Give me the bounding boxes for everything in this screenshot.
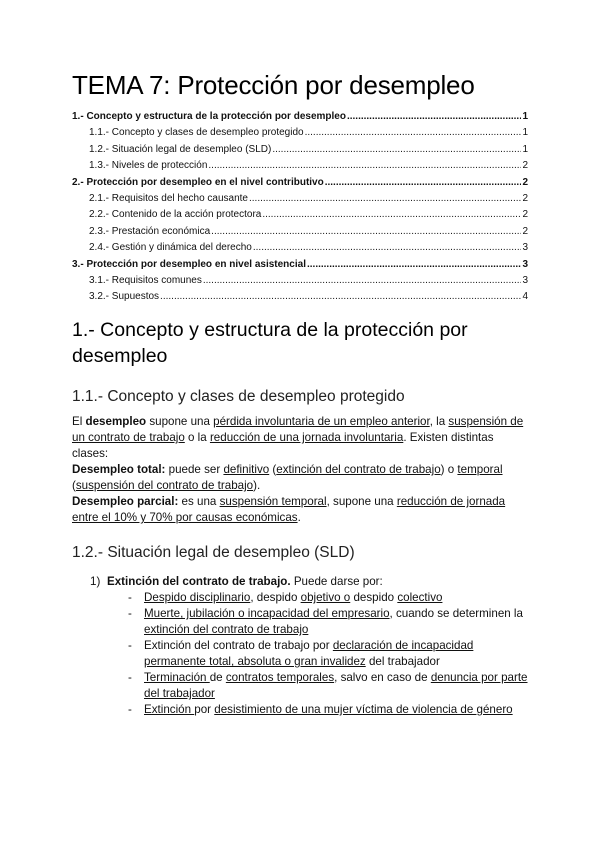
dash-bullet: -	[128, 639, 132, 652]
toc-entry[interactable]	[72, 125, 528, 141]
paragraph-desempleo-total: Desempleo total: puede ser definitivo (extinción del contrato de trabajo) o temporal (suspensión del contrato de trabajo).	[72, 463, 503, 492]
toc-page-number: 2	[522, 209, 528, 221]
toc-entry[interactable]	[72, 158, 528, 174]
dash-bullet: -	[128, 591, 132, 604]
toc-entry-text: 2.- Protección por desempleo en el nivel contributivo	[72, 176, 324, 188]
toc-leader	[347, 109, 521, 125]
dash-bullet: -	[128, 607, 132, 620]
toc-entry[interactable]	[72, 175, 528, 191]
toc-entry-text: 2.2.- Contenido de la acción protectora	[89, 209, 262, 221]
toc-entry-text: 3.1.- Requisitos comunes	[89, 274, 202, 286]
toc-page-number: 2	[522, 225, 528, 237]
toc-leader	[211, 224, 521, 240]
toc-entry-text: 1.3.- Niveles de protección	[89, 160, 208, 172]
toc-entry-text: 3.- Protección por desempleo en nivel asistencial	[72, 258, 306, 270]
toc-entry[interactable]	[72, 109, 528, 125]
toc-entry[interactable]	[72, 289, 528, 305]
toc-leader	[325, 175, 522, 191]
toc-entry[interactable]	[72, 240, 528, 256]
toc-entry-text: 1.2.- Situación legal de desempleo (SLD)	[89, 143, 272, 155]
bullet-item: - Despido disciplinario, despido objetivo o despido colectivo	[128, 591, 443, 604]
toc-page-number: 2	[522, 192, 528, 204]
toc-page-number: 2	[522, 176, 528, 188]
toc-page-number: 2	[522, 160, 528, 172]
toc-page-number: 4	[522, 291, 528, 303]
toc-page-number: 3	[522, 242, 528, 254]
toc-entry[interactable]	[72, 273, 528, 289]
toc-entry-text: 2.3.- Prestación económica	[89, 225, 211, 237]
toc-leader	[262, 207, 521, 223]
toc-leader	[253, 240, 522, 256]
bullet-item: - Terminación de contratos temporales, salvo en caso de denuncia por parte del trabajador	[128, 671, 528, 700]
toc-entry[interactable]	[72, 224, 528, 240]
toc-entry-text: 1.- Concepto y estructura de la protección por desempleo	[72, 111, 346, 122]
section-1-heading: 1.- Concepto y estructura de la protección por desempleo	[72, 319, 468, 367]
document-title: TEMA 7: Protección por desempleo	[72, 70, 475, 100]
toc-leader	[305, 125, 522, 141]
list-item-heading: Extinción del contrato de trabajo. Puede darse por:	[107, 575, 383, 588]
toc-entry-text: 3.2.- Supuestos	[89, 291, 160, 303]
toc-entry[interactable]	[72, 191, 528, 207]
list-number: 1)	[90, 575, 101, 588]
paragraph-desempleo-parcial: Desempleo parcial: es una suspensión temporal, supone una reducción de jornada entre el 10% y 70% por causas económicas.	[72, 495, 506, 524]
toc-leader	[249, 191, 521, 207]
toc-page-number: 1	[522, 143, 528, 155]
toc-entry-text: 2.4.- Gestión y dinámica del derecho	[89, 242, 252, 254]
section-1-1-body	[72, 414, 532, 526]
toc-leader	[203, 273, 522, 289]
dash-bullet: -	[128, 703, 132, 716]
bullet-item: - Muerte, jubilación o incapacidad del empresario, cuando se determinen la extinción del contrato de trabajo	[128, 607, 523, 636]
paragraph-desempleo: El desempleo supone una pérdida involuntaria de un empleo anterior, la suspensión de un contrato de trabajo o la reducción de una jornada involuntaria. Existen distintas clases:	[72, 415, 524, 460]
toc-entry[interactable]	[72, 257, 528, 273]
toc-entry-text: 1.1.- Concepto y clases de desempleo protegido	[89, 127, 304, 139]
toc-page-number: 1	[522, 127, 528, 139]
toc-page-number: 3	[522, 274, 528, 286]
section-1-1-heading: 1.1.- Concepto y clases de desempleo protegido	[72, 388, 405, 405]
toc-entry[interactable]	[72, 207, 528, 223]
toc-page-number: 1	[522, 111, 528, 122]
toc-leader	[160, 289, 521, 305]
toc-entry[interactable]	[72, 142, 528, 158]
section-1-2-heading: 1.2.- Situación legal de desempleo (SLD)	[72, 544, 355, 561]
toc-leader	[307, 257, 521, 273]
table-of-contents	[72, 109, 528, 306]
numbered-list	[88, 574, 532, 718]
dash-bullet: -	[128, 671, 132, 684]
bullet-item: - Extinción por desistimiento de una mujer víctima de violencia de género	[128, 703, 513, 716]
bullet-item: - Extinción del contrato de trabajo por declaración de incapacidad permanente total, absoluta o gran invalidez del trabajador	[128, 639, 474, 668]
toc-entry-text: 2.1.- Requisitos del hecho causante	[89, 192, 248, 204]
toc-leader	[208, 158, 521, 174]
toc-leader	[272, 142, 521, 158]
toc-page-number: 3	[522, 258, 528, 270]
